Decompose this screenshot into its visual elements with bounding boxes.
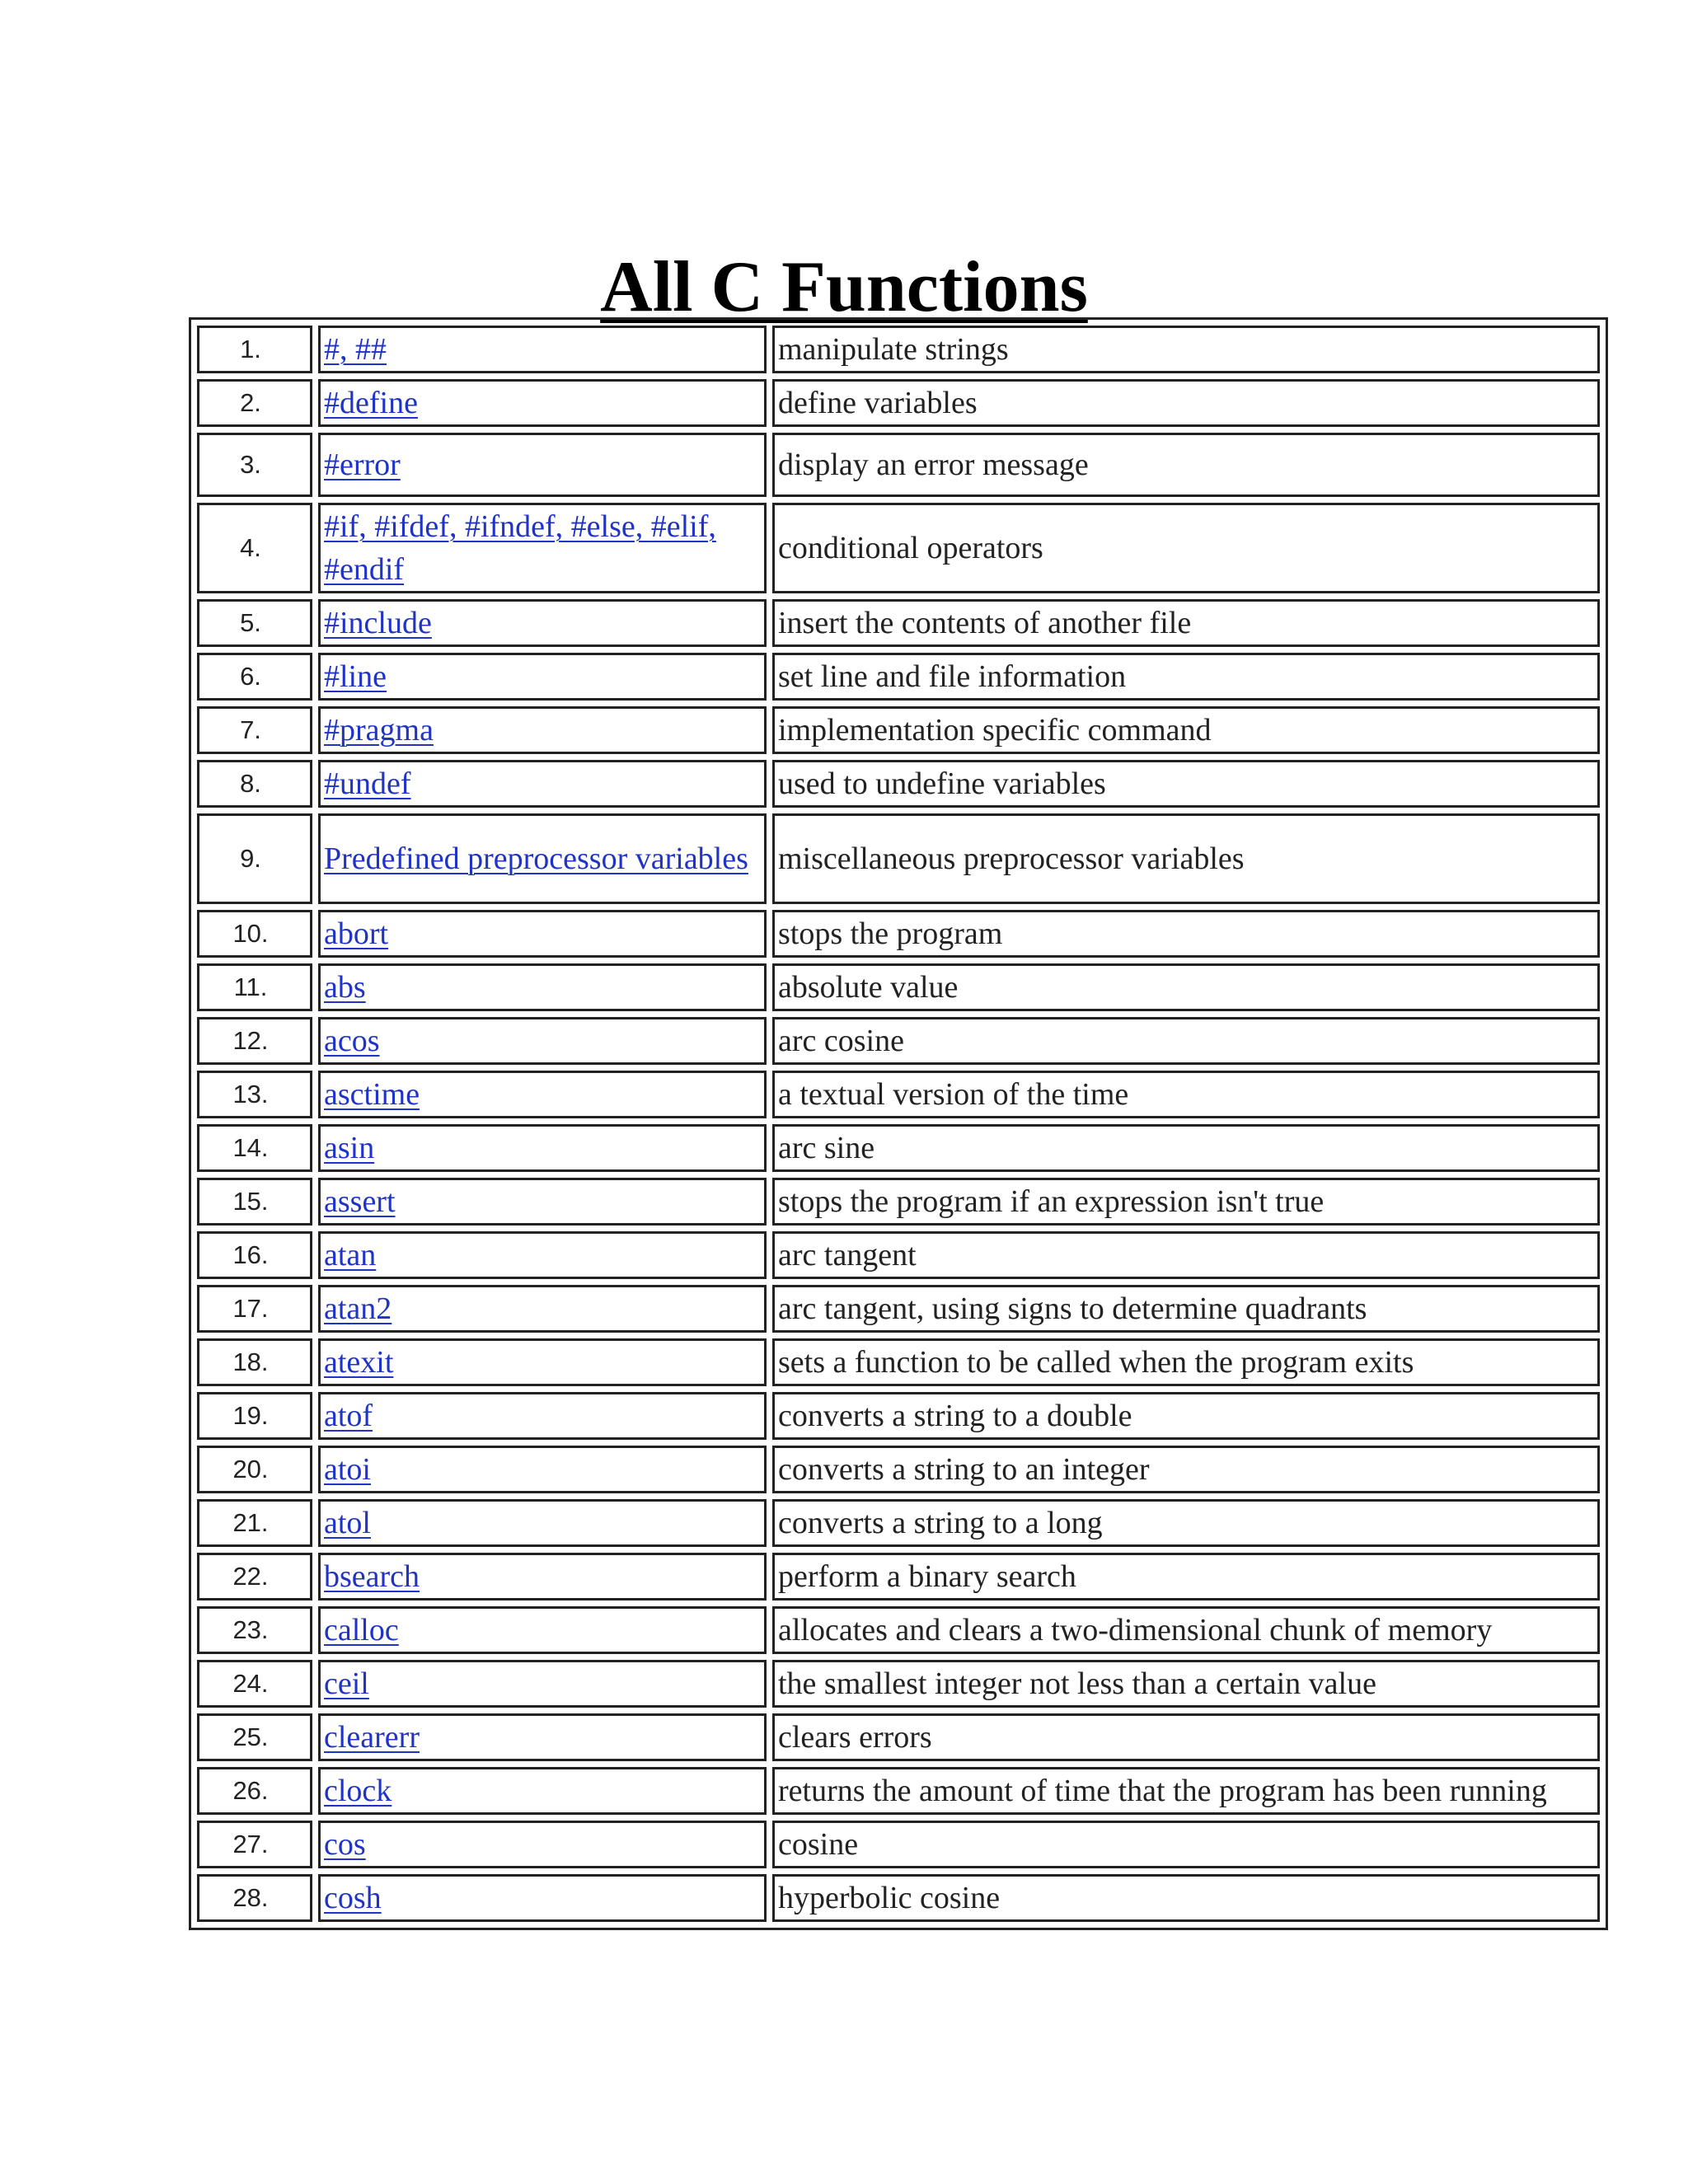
function-name-cell [318, 1392, 767, 1440]
function-description: stops the program [772, 910, 1600, 958]
table-row [197, 1017, 1600, 1065]
table-row [197, 1231, 1600, 1279]
table-row [197, 1553, 1600, 1601]
function-description: used to undefine variables [772, 760, 1600, 808]
functions-table-body [197, 326, 1600, 1922]
table-row [197, 326, 1600, 373]
function-name-cell [318, 706, 767, 754]
row-number: 11. [197, 963, 312, 1011]
row-number: 2. [197, 379, 312, 427]
function-link[interactable]: #, ## [324, 332, 387, 367]
function-name-cell [318, 599, 767, 647]
function-link[interactable]: atoi [324, 1452, 371, 1487]
function-description: arc tangent, using signs to determine quadrants [772, 1285, 1600, 1333]
row-number: 23. [197, 1606, 312, 1654]
row-number: 14. [197, 1124, 312, 1172]
function-description: arc cosine [772, 1017, 1600, 1065]
function-name-cell [318, 326, 767, 373]
function-link[interactable]: #define [324, 386, 418, 420]
table-row [197, 1071, 1600, 1118]
row-number: 13. [197, 1071, 312, 1118]
function-name-cell [318, 653, 767, 701]
table-row [197, 1606, 1600, 1654]
functions-table [189, 317, 1608, 1930]
row-number: 28. [197, 1874, 312, 1922]
row-number: 3. [197, 433, 312, 497]
function-link[interactable]: #pragma [324, 713, 434, 748]
function-description: arc tangent [772, 1231, 1600, 1279]
table-row [197, 653, 1600, 701]
function-name-cell [318, 1446, 767, 1493]
table-row [197, 599, 1600, 647]
function-link[interactable]: clock [324, 1774, 392, 1808]
function-description: cosine [772, 1821, 1600, 1868]
function-link[interactable]: atof [324, 1399, 373, 1433]
row-number: 18. [197, 1338, 312, 1386]
table-row [197, 910, 1600, 958]
function-name-cell [318, 1499, 767, 1547]
function-name-cell [318, 1071, 767, 1118]
function-name-cell [318, 1553, 767, 1601]
function-link[interactable]: cos [324, 1827, 366, 1862]
function-description: converts a string to a double [772, 1392, 1600, 1440]
row-number: 4. [197, 503, 312, 593]
table-row [197, 1499, 1600, 1547]
function-description: set line and file information [772, 653, 1600, 701]
table-row [197, 1285, 1600, 1333]
page-title-text: All C Functions [600, 246, 1088, 327]
function-link[interactable]: atol [324, 1506, 371, 1540]
function-link[interactable]: atan2 [324, 1291, 392, 1326]
function-link[interactable]: cosh [324, 1881, 382, 1915]
function-link[interactable]: assert [324, 1184, 396, 1219]
function-description: returns the amount of time that the program has been running [772, 1767, 1600, 1815]
function-name-cell [318, 963, 767, 1011]
table-row [197, 433, 1600, 497]
table-row [197, 379, 1600, 427]
function-description: a textual version of the time [772, 1071, 1600, 1118]
row-number: 16. [197, 1231, 312, 1279]
row-number: 17. [197, 1285, 312, 1333]
function-link[interactable]: abs [324, 970, 366, 1005]
table-row [197, 760, 1600, 808]
function-link[interactable]: asin [324, 1131, 375, 1165]
function-link[interactable]: #if, #ifdef, #ifndef, #else, #elif, #endif [324, 509, 716, 587]
table-row [197, 1713, 1600, 1761]
row-number: 26. [197, 1767, 312, 1815]
function-description: insert the contents of another file [772, 599, 1600, 647]
table-row [197, 1660, 1600, 1708]
table-row [197, 1821, 1600, 1868]
function-description: miscellaneous preprocessor variables [772, 813, 1600, 904]
row-number: 6. [197, 653, 312, 701]
function-link[interactable]: acos [324, 1024, 380, 1058]
function-name-cell [318, 910, 767, 958]
function-description: sets a function to be called when the program exits [772, 1338, 1600, 1386]
table-row [197, 706, 1600, 754]
row-number: 8. [197, 760, 312, 808]
row-number: 25. [197, 1713, 312, 1761]
function-link[interactable]: abort [324, 916, 389, 951]
function-link[interactable]: ceil [324, 1666, 369, 1701]
function-link[interactable]: calloc [324, 1613, 399, 1647]
row-number: 1. [197, 326, 312, 373]
function-link[interactable]: #error [324, 448, 401, 482]
function-name-cell [318, 503, 767, 593]
function-name-cell [318, 760, 767, 808]
function-name-cell [318, 379, 767, 427]
function-description: absolute value [772, 963, 1600, 1011]
table-row [197, 1767, 1600, 1815]
function-link[interactable]: bsearch [324, 1559, 420, 1594]
row-number: 24. [197, 1660, 312, 1708]
function-link[interactable]: #undef [324, 766, 411, 801]
row-number: 15. [197, 1178, 312, 1226]
function-name-cell [318, 1124, 767, 1172]
row-number: 19. [197, 1392, 312, 1440]
row-number: 9. [197, 813, 312, 904]
table-row [197, 1392, 1600, 1440]
function-name-cell [318, 1178, 767, 1226]
table-row [197, 963, 1600, 1011]
function-description: arc sine [772, 1124, 1600, 1172]
function-description: implementation specific command [772, 706, 1600, 754]
function-name-cell [318, 1821, 767, 1868]
function-link[interactable]: clearerr [324, 1720, 420, 1755]
function-name-cell [318, 1660, 767, 1708]
row-number: 20. [197, 1446, 312, 1493]
row-number: 21. [197, 1499, 312, 1547]
table-row [197, 1124, 1600, 1172]
row-number: 10. [197, 910, 312, 958]
function-name-cell [318, 1767, 767, 1815]
row-number: 7. [197, 706, 312, 754]
function-description: conditional operators [772, 503, 1600, 593]
function-description: manipulate strings [772, 326, 1600, 373]
function-description: define variables [772, 379, 1600, 427]
row-number: 22. [197, 1553, 312, 1601]
table-row [197, 1338, 1600, 1386]
function-link[interactable]: atan [324, 1238, 377, 1272]
table-row [197, 813, 1600, 904]
function-name-cell [318, 1231, 767, 1279]
function-description: perform a binary search [772, 1553, 1600, 1601]
function-name-cell [318, 813, 767, 904]
table-row [197, 503, 1600, 593]
function-link[interactable]: Predefined preprocessor variables [324, 841, 748, 876]
function-name-cell [318, 1338, 767, 1386]
function-name-cell [318, 1017, 767, 1065]
table-row [197, 1178, 1600, 1226]
function-link[interactable]: atexit [324, 1345, 394, 1380]
function-description: converts a string to an integer [772, 1446, 1600, 1493]
function-description: converts a string to a long [772, 1499, 1600, 1547]
function-link[interactable]: #line [324, 659, 387, 694]
function-link[interactable]: #include [324, 606, 432, 640]
function-description: hyperbolic cosine [772, 1874, 1600, 1922]
function-name-cell [318, 1874, 767, 1922]
row-number: 5. [197, 599, 312, 647]
function-description: display an error message [772, 433, 1600, 497]
function-name-cell [318, 433, 767, 497]
function-link[interactable]: asctime [324, 1077, 420, 1112]
table-row [197, 1874, 1600, 1922]
function-description: stops the program if an expression isn't true [772, 1178, 1600, 1226]
row-number: 27. [197, 1821, 312, 1868]
row-number: 12. [197, 1017, 312, 1065]
function-name-cell [318, 1713, 767, 1761]
function-name-cell [318, 1285, 767, 1333]
table-row [197, 1446, 1600, 1493]
function-description: clears errors [772, 1713, 1600, 1761]
function-name-cell [318, 1606, 767, 1654]
function-description: the smallest integer not less than a certain value [772, 1660, 1600, 1708]
function-description: allocates and clears a two-dimensional chunk of memory [772, 1606, 1600, 1654]
